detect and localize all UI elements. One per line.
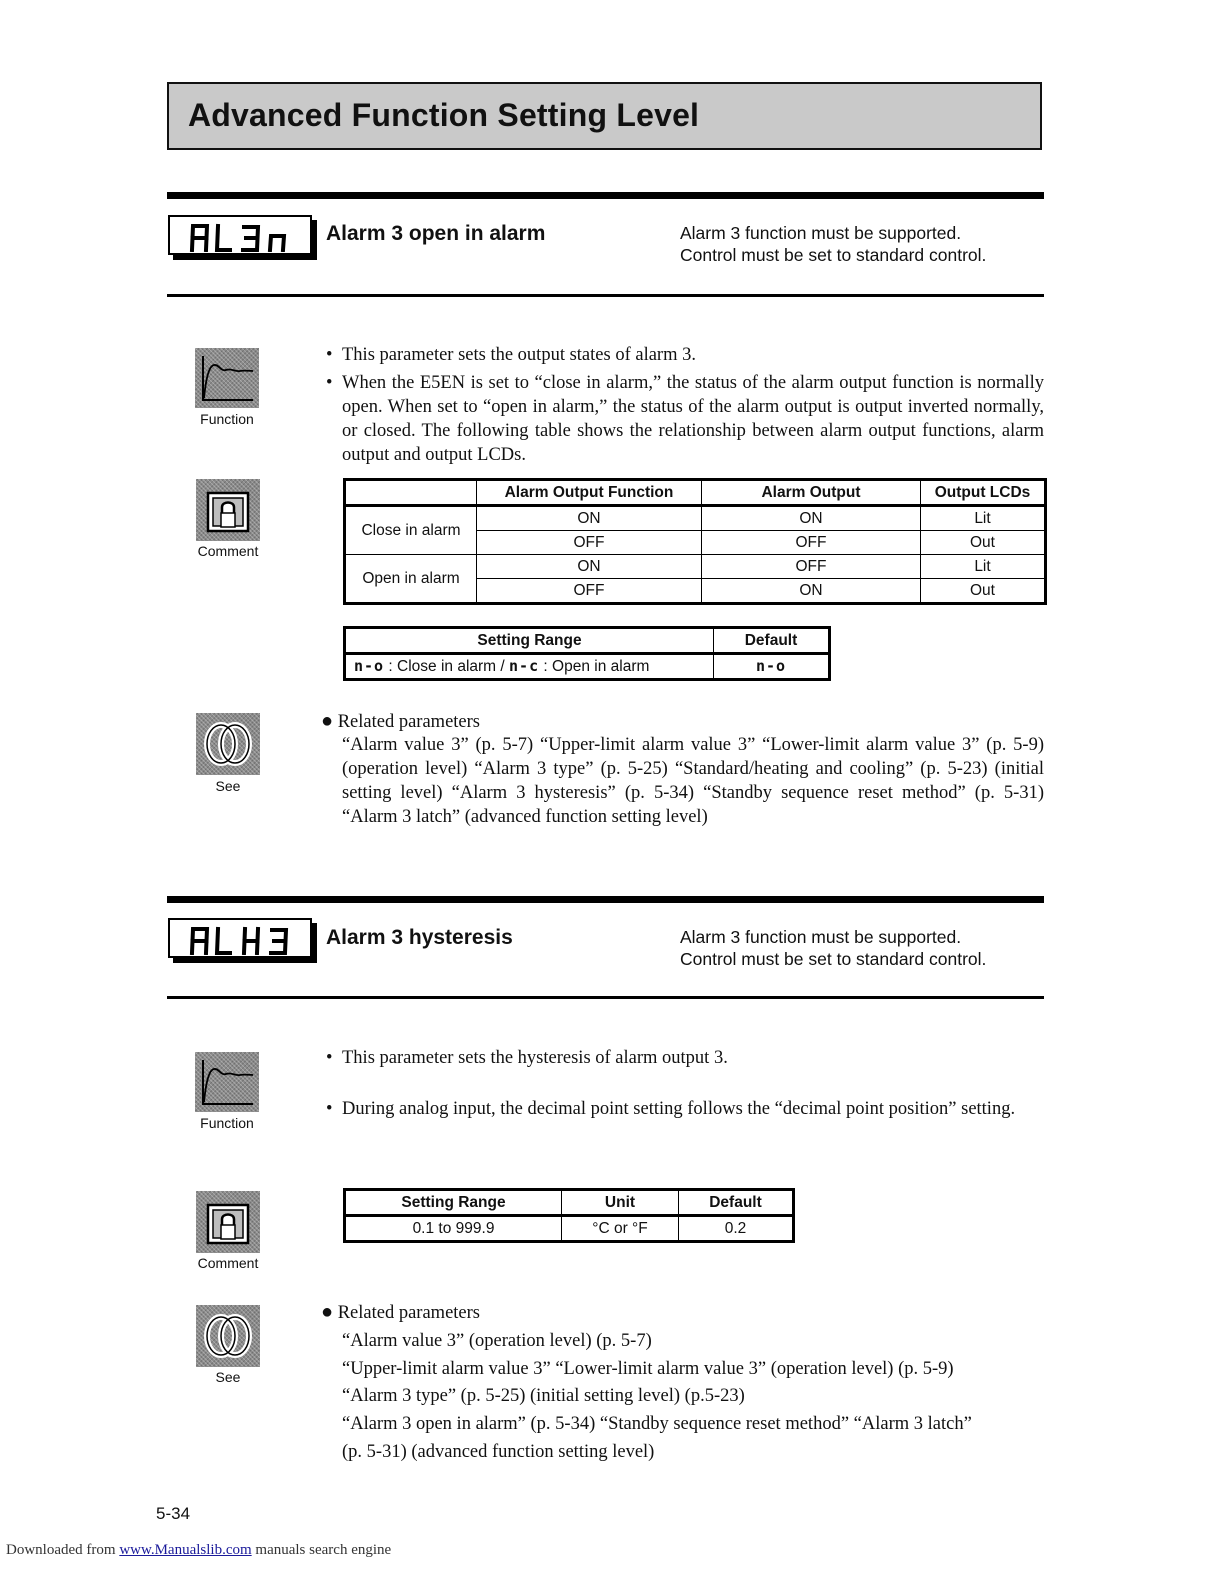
- lcd-code-display: [168, 918, 312, 958]
- filled-circle-bullet-icon: ●: [321, 1301, 334, 1323]
- related-parameters-list: [342, 1328, 972, 1467]
- table-cell: ON: [702, 506, 921, 531]
- lcd-al3n-icon: [188, 222, 298, 252]
- lcd-alh3-icon: [188, 925, 298, 955]
- section2-title: Alarm 3 hysteresis: [326, 926, 513, 949]
- download-footer: [6, 1542, 391, 1559]
- table-cell: °C or °F: [562, 1216, 679, 1242]
- function-icon: [195, 348, 259, 408]
- table-row: [345, 555, 1046, 579]
- comment-icon: [196, 1191, 260, 1253]
- lcd-n-o-code: n-o: [354, 657, 385, 675]
- table-header-cell: Alarm Output Function: [477, 480, 702, 506]
- see-icon-label: See: [215, 778, 241, 794]
- bullet-dot-icon: •: [326, 373, 333, 393]
- table-row: [345, 506, 1046, 531]
- table-row: [345, 1216, 794, 1242]
- lcd-default-code: n-o: [755, 657, 787, 675]
- default-cell: [714, 654, 830, 680]
- bullet-dot-icon: •: [326, 345, 333, 365]
- setting-range-table: [343, 1188, 795, 1243]
- related-parameters-text: “Alarm value 3” (p. 5-7) “Upper-limit alarm value 3” “Lower-limit alarm value 3” (p. 5-9)(operation level) “Alarm 3 type” (p. 5-25) “Standard/heating and cooling” (p. 5-23) (initial setting level) “Alarm 3 hysteresis” (p. 5-34) “Standby sequence reset method” (p. 5-31) “Alarm 3 latch” (advanced function setting level): [342, 735, 1044, 827]
- lcd-n-c-code: n-c: [509, 657, 540, 675]
- level-banner: [167, 82, 1042, 150]
- table-header-cell: Output LCDs: [921, 480, 1046, 506]
- filled-circle-bullet-icon: ●: [321, 710, 334, 732]
- table-cell: Out: [921, 579, 1046, 604]
- setting-range-cell: [345, 654, 714, 680]
- section1-title: Alarm 3 open in alarm: [326, 222, 546, 245]
- function-icon-label: Function: [200, 1115, 254, 1131]
- table-header-cell: Default: [679, 1190, 794, 1216]
- section1-condition-2: Control must be set to standard control.: [680, 245, 987, 265]
- function-icon: [195, 1052, 259, 1112]
- section-header-rule: [167, 996, 1044, 999]
- function-icon-label: Function: [200, 411, 254, 427]
- related-parameters-heading: ● Related parameters: [321, 710, 480, 732]
- footer-prefix: Downloaded from: [6, 1542, 116, 1558]
- bullet-dot-icon: •: [326, 1048, 333, 1068]
- section2-condition-2: Control must be set to standard control.: [680, 949, 987, 969]
- related-parameter-line: “Alarm value 3” (operation level) (p. 5-7): [342, 1331, 652, 1351]
- related-parameter-line: “Upper-limit alarm value 3” “Lower-limit alarm value 3” (operation level) (p. 5-9): [342, 1358, 954, 1379]
- section-top-rule: [167, 896, 1044, 903]
- table-cell: 0.2: [679, 1216, 794, 1242]
- table-header-cell: Setting Range: [345, 1190, 562, 1216]
- close-in-alarm-text: : Close in alarm /: [388, 658, 505, 675]
- lcd-code-display: [168, 215, 312, 255]
- related-parameter-line: (p. 5-31) (advanced function setting level): [342, 1441, 655, 1462]
- section2-condition-1: Alarm 3 function must be supported.: [680, 927, 962, 947]
- bullet-dot-icon: •: [326, 1099, 333, 1119]
- table-cell: OFF: [702, 531, 921, 555]
- table-header-cell: Default: [714, 628, 830, 654]
- see-icon: [196, 713, 260, 775]
- page-number: 5-34: [156, 1504, 191, 1523]
- table-cell: OFF: [702, 555, 921, 579]
- group-label-cell: Close in alarm: [345, 506, 477, 555]
- related-parameters-heading: ● Related parameters: [321, 1301, 480, 1323]
- setting-range-table: [343, 626, 831, 681]
- table-cell: Lit: [921, 555, 1046, 579]
- table-cell: OFF: [477, 579, 702, 604]
- section1-condition-1: Alarm 3 function must be supported.: [680, 223, 962, 243]
- table-cell: Out: [921, 531, 1046, 555]
- table-cell: Lit: [921, 506, 1046, 531]
- related-parameter-line: “Alarm 3 type” (p. 5-25) (initial setting level) (p.5-23): [342, 1386, 745, 1407]
- comment-icon-label: Comment: [197, 1255, 259, 1271]
- table-header-cell: Setting Range: [345, 628, 714, 654]
- table-row: [345, 654, 830, 680]
- related-parameter-line: “Alarm 3 open in alarm” (p. 5-34) “Standby sequence reset method” “Alarm 3 latch”: [342, 1414, 972, 1435]
- see-icon-label: See: [215, 1369, 241, 1385]
- output-relationship-table: [343, 478, 1047, 605]
- table-cell: ON: [702, 579, 921, 604]
- group-label-cell: Open in alarm: [345, 555, 477, 604]
- table-cell: 0.1 to 999.9: [345, 1216, 562, 1242]
- footer-suffix: manuals search engine: [255, 1542, 392, 1558]
- page-title: Advanced Function Setting Level: [188, 97, 700, 133]
- manualslib-link[interactable]: www.Manualslib.com: [119, 1542, 252, 1558]
- table-cell: ON: [477, 506, 702, 531]
- see-icon: [196, 1305, 260, 1367]
- table-cell: OFF: [477, 531, 702, 555]
- table-header-cell: Unit: [562, 1190, 679, 1216]
- open-in-alarm-text: : Open in alarm: [543, 658, 650, 675]
- comment-icon-label: Comment: [197, 543, 259, 559]
- table-cell: ON: [477, 555, 702, 579]
- table-header-cell: [345, 480, 477, 506]
- section-top-rule: [167, 192, 1044, 199]
- table-header-cell: Alarm Output: [702, 480, 921, 506]
- section-header-rule: [167, 294, 1044, 297]
- comment-icon: [196, 479, 260, 541]
